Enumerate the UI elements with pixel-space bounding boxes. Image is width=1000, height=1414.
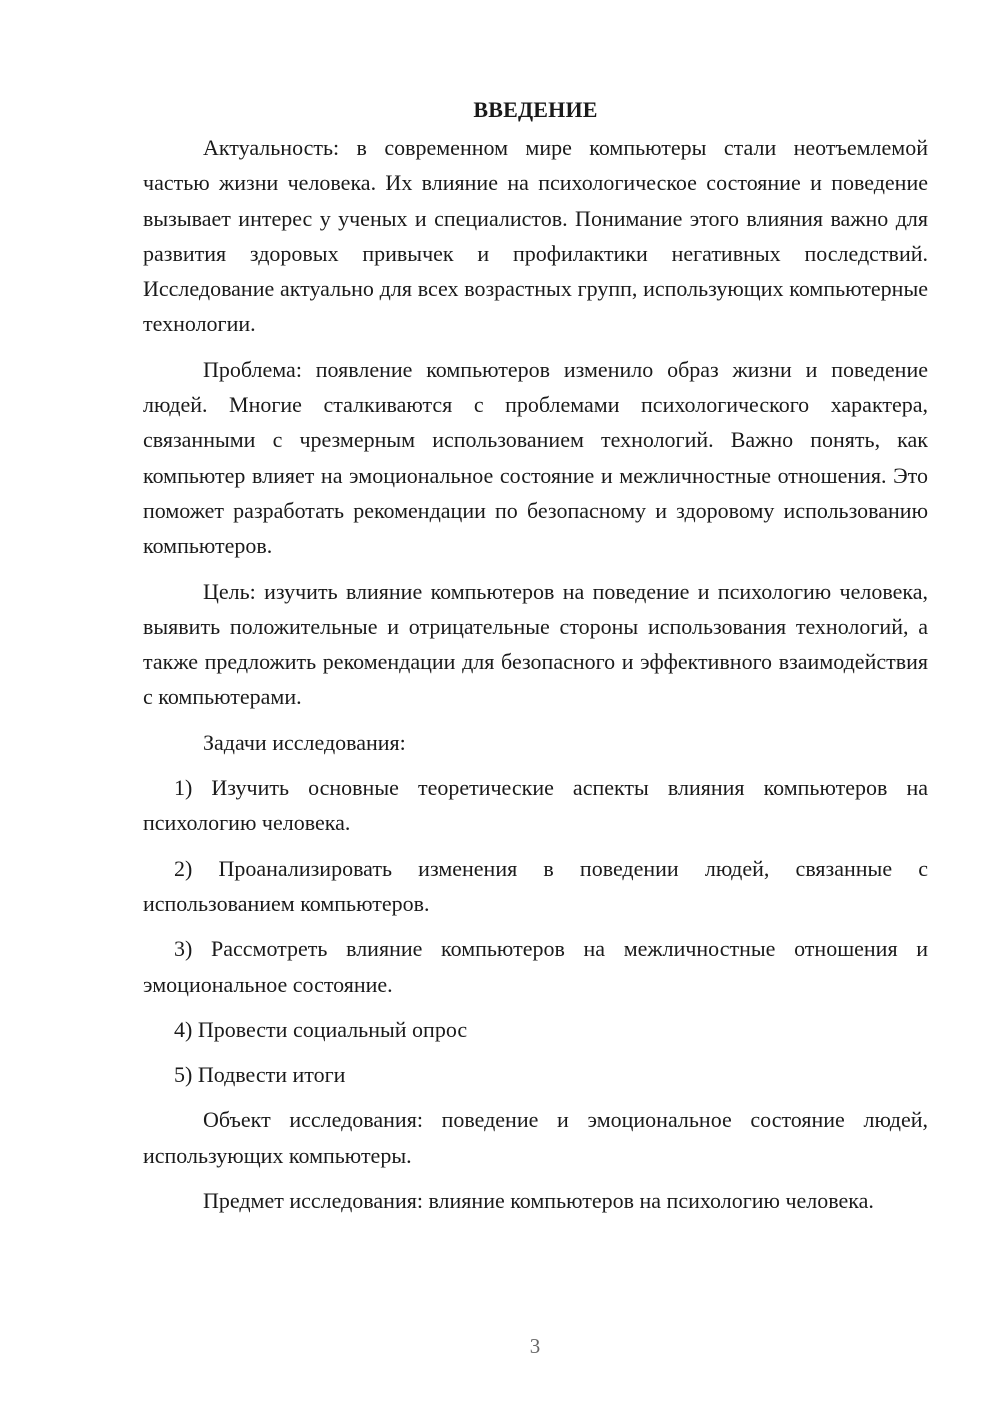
- goal-paragraph: Цель: изучить влияние компьютеров на поведение и психологию человека, выявить положительные и отрицательные стороны использования технологий, а также предложить рекомендации для безопасного и эффективного взаимодействия с компьютерами.: [143, 578, 928, 710]
- page-number: 3: [529, 1334, 541, 1358]
- task-item-2: 2) Проанализировать изменения в поведении людей, связанные с использованием компьютеров.: [143, 855, 928, 916]
- object-paragraph: Объект исследования: поведение и эмоциональное состояние людей, использующих компьютеры.: [143, 1107, 928, 1168]
- document-page: [143, 92, 928, 1228]
- tasks-title: Задачи исследования:: [203, 729, 406, 755]
- task-item-1: 1) Изучить основные теоретические аспекты влияния компьютеров на психологию человека.: [143, 775, 928, 836]
- task-item-3: 3) Рассмотреть влияние компьютеров на межличностные отношения и эмоциональное состояние.: [143, 936, 928, 997]
- page-title: ВВЕДЕНИЕ: [473, 97, 598, 122]
- task-item-5: 5) Подвести итоги: [174, 1062, 346, 1088]
- problem-paragraph: Проблема: появление компьютеров изменило образ жизни и поведение людей. Многие сталкиваются с проблемами психологического характера, связанными с чрезмерным использованием технологий. Важно понять, как компьютер влияет на эмоциональное состояние и межличностные отношения. Это поможет разработать рекомендации по безопасному и здоровому использованию компьютеров.: [143, 356, 928, 559]
- relevance-paragraph: Актуальность: в современном мире компьютеры стали неотъемлемой частью жизни человека. Их влияние на психологическое состояние и поведение вызывает интерес у ученых и специалистов. Понимание этого влияния важно для развития здоровых привычек и профилактики негативных последствий. Исследование актуально для всех возрастных групп, использующих компьютерные технологии.: [143, 135, 928, 337]
- task-item-4: 4) Провести социальный опрос: [174, 1016, 468, 1042]
- subject-paragraph: Предмет исследования: влияние компьютеров на психологию человека.: [203, 1188, 874, 1214]
